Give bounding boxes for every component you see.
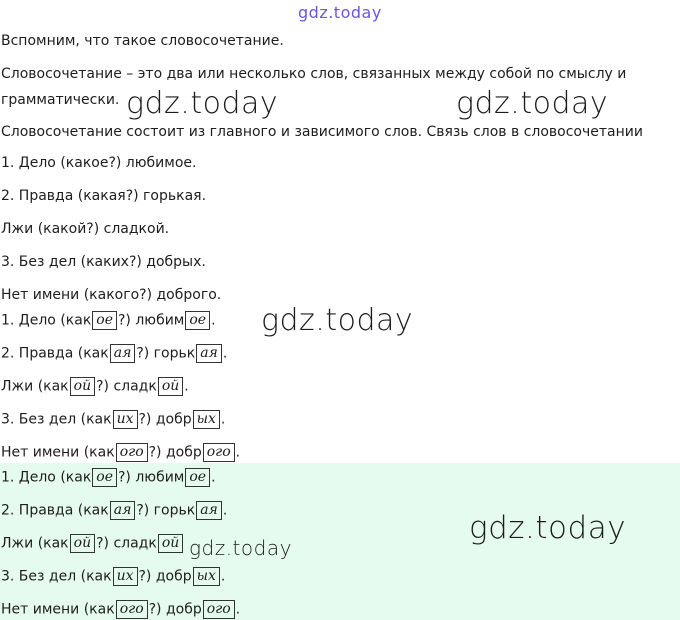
marked-line [1,344,227,363]
watermark: gdz.today [469,510,627,546]
text-part: Лжи (как [1,535,69,552]
ending-box: ого [116,443,148,462]
definition-line-2: грамматически. [1,92,120,108]
ending-box: ое [185,311,210,330]
marked-line [1,501,227,520]
watermark: gdz.today [189,536,292,560]
ending-box: ых [193,567,220,586]
text-part: 3. Без дел (как [1,568,112,585]
intro-line: Вспомним, что такое словосочетание. [1,33,284,49]
text-part: ?) добр [138,411,192,428]
text-part: 1. Дело (как [1,469,92,486]
ending-box: ая [196,344,222,363]
text-part: . [222,502,228,519]
ending-box: их [113,410,138,429]
ending-box: ая [196,501,222,520]
text-part: . [220,411,226,428]
text-part: Нет имени (как [1,444,115,461]
ending-box: их [113,567,138,586]
ending-box: ого [203,443,235,462]
ending-box: ое [92,468,117,487]
marked-line [1,377,189,396]
question-line: Лжи (какой?) сладкой. [1,221,170,237]
text-part: 1. Дело (как [1,312,92,329]
text-part: ?) добр [138,568,192,585]
text-part: ?) сладк [96,378,157,395]
ending-box: ой [158,534,183,553]
text-part: . [222,345,228,362]
text-part: ?) добр [148,601,202,618]
text-part: . [184,378,189,395]
ending-box: ой [70,534,95,553]
question-line: 2. Правда (какая?) горькая. [1,188,207,204]
marked-line [1,410,225,429]
text-part: ?) сладк [96,535,157,552]
text-part: . [220,568,226,585]
text-part: 2. Правда (как [1,502,109,519]
marked-line [1,600,240,619]
text-part: . [211,469,216,486]
text-part: . [235,601,241,618]
text-part: Нет имени (как [1,601,115,618]
watermark: gdz.today [261,303,414,338]
definition-line-1: Словосочетание – это два или несколько слов, связанных между собой по смыслу и [1,66,627,82]
definition-line-3: Словосочетание состоит из главного и зависимого слов. Связь слов в словосочетании [1,124,643,140]
ending-box: ое [185,468,210,487]
ending-box: ых [193,410,220,429]
text-part: ?) добр [148,444,202,461]
ending-box: ого [116,600,148,619]
text-part: 3. Без дел (как [1,411,112,428]
ending-box: ой [70,377,95,396]
text-part: . [235,444,241,461]
text-part: ?) горьк [136,502,196,519]
ending-box: ое [92,311,117,330]
ending-box: ая [110,344,136,363]
watermark: gdz.today [456,86,609,121]
marked-line [1,468,216,487]
watermark: gdz.today [126,86,279,121]
text-part: Лжи (как [1,378,69,395]
text-part: ?) горьк [136,345,196,362]
ending-box: ого [203,600,235,619]
question-line: Нет имени (какого?) доброго. [1,287,222,303]
ending-box: ая [110,501,136,520]
text-part: ?) любим [118,469,185,486]
ending-box: ой [158,377,183,396]
marked-line [1,534,184,553]
question-line: 3. Без дел (каких?) добрых. [1,254,206,270]
marked-line [1,567,225,586]
text-part: 2. Правда (как [1,345,109,362]
question-line: 1. Дело (какое?) любимое. [1,155,197,171]
text-part: ?) любим [118,312,185,329]
marked-line [1,311,216,330]
text-part: . [211,312,216,329]
watermark-top: gdz.today [298,3,382,22]
marked-line [1,443,240,462]
